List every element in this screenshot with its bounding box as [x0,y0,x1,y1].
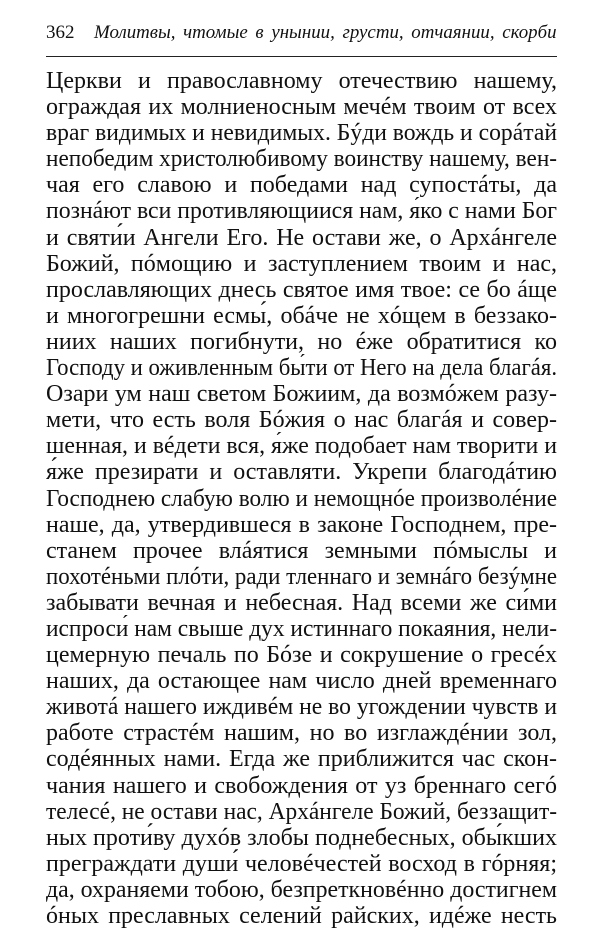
text-line: наше, да, утвердившеся в законе Господнем, пре- [46,511,557,538]
text-line: Божий, пóмощию и заступлением твоим и нас, [46,250,557,277]
text-line: станем прочее влáятися земными пóмыслы и [46,537,557,564]
text-line: и многогрешни есмы́, обáче не хóщем в беззако- [46,302,557,329]
text-line: чания нашего и свобождения от уз бреннаго сегó [46,772,557,799]
text-line: Озари ум наш светом Божиим, да возмóжем разу- [46,381,557,408]
text-line: ниих наших погибнути, но éже обратитися ко [46,328,557,355]
text-line: прославляющих днесь святое имя твое: се бо áще [46,276,557,303]
text-line: враг видимых и невидимых. Бýди вождь и сорáтай [46,120,557,147]
text-line: óных преславных селений райских, идéже несть [46,903,557,929]
text-line: ных проти́ву духóв злобы поднебесных, обы́кших [46,824,557,851]
text-line: ограждая их молниеносным мечéм твоим от всех [46,94,557,121]
text-line: работе страстéм нашим, но во изглаждéнии зол, [46,720,557,747]
text-line: и святи́и Ангели Его. Не остави же, о Архáнгеле [46,224,557,251]
text-line: испроси́ нам свыше дух истиннаго покаяния, нели- [46,615,557,642]
text-line: я́же презирати и оставляти. Укрепи благодáтию [46,459,557,486]
text-line: мети, что есть воля Бóжия о нас благáя и совер- [46,407,557,434]
text-line: да, охраняеми тобою, безпреткновéнно достигнем [46,876,557,903]
text-line: непобедим христолюбивому воинству нашему, вен- [46,146,557,173]
text-line: телесé, не остави нас, Архáнгеле Божий, беззащит- [46,798,557,825]
text-line: Господу и оживленным бы́ти от Него на дела благáя. [46,355,557,382]
text-line: забывати вечная и небесная. Над всеми же си́ми [46,589,557,616]
text-line: животá нашего иждивéм не во угождении чувств и [46,694,557,721]
running-title: Молитвы, чтомые в унынии, грусти, отчаянии, скорби [94,22,557,43]
text-line: похотéньми плóти, ради тленнаго и земнáго безýмне [46,563,557,590]
header-rule [46,56,557,57]
text-line: цемерную печаль по Бóзе и сокрушение о гресéх [46,642,557,669]
text-line: познáют вси противляющиися нам, я́ко с нами Бог [46,198,557,225]
text-line: шенная, и вéдети вся, я́же подобает нам творити и [46,433,557,460]
text-line: чая его славою и победами над супостáты, да [46,172,557,199]
text-line: преграждати души́ человéчестей восход в гóрняя; [46,850,557,877]
text-line: содéянных нами. Егда же приближится час скон- [46,746,557,773]
page-number: 362 [46,22,75,43]
running-header [46,22,557,52]
text-line: Церкви и православному отечествию нашему, [46,68,557,94]
prayer-text [46,68,557,929]
text-line: Господнею слабую волю и немощнóе произволéние [46,485,557,512]
text-line: наших, да остающее нам число дней временнаго [46,668,557,695]
